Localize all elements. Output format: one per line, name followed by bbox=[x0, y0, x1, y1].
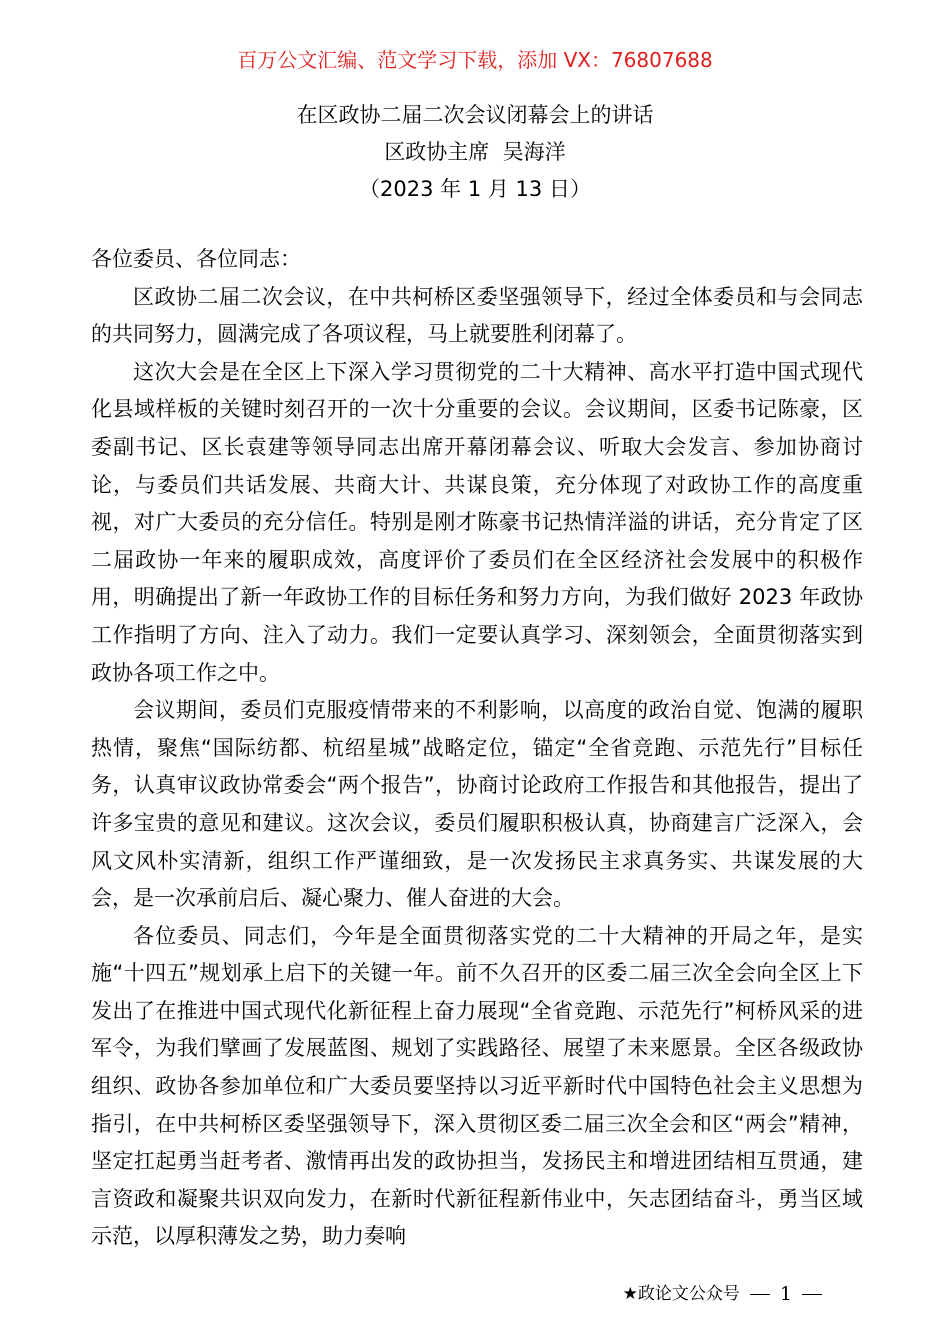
page-footer bbox=[623, 1282, 832, 1306]
paragraph-4: 各位委员、同志们，今年是全面贯彻落实党的二十大精神的开局之年，是实施“十四五”规划承上启下的关键一年。前不久召开的区委二届三次全会向全区上下发出了在推进中国式现代化新征程上奋力展现“全省竞跑、示范先行”柯桥风采的进军令，为我们擘画了发展蓝图、规划了实践路径、展望了未来愿景。全区各级政协组织、政协各参加单位和广大委员要坚持以习近平新时代中国特色社会主义思想为指引，在中共柯桥区委坚强领导下，深入贯彻区委二届三次全会和区“两会”精神，坚定扛起勇当赶考者、激情再出发的政协担当，发扬民主和增进团结相互贯通，建言资政和凝聚共识双向发力，在新时代新征程新伟业中，矢志团结奋斗，勇当区域示范，以厚积薄发之势，助力奏响 bbox=[91, 923, 863, 1249]
speaker-line: 区政协主席 吴海洋 bbox=[384, 140, 566, 164]
page-dash-left bbox=[750, 1294, 770, 1295]
speech-body bbox=[91, 241, 863, 1256]
paragraph-3: 会议期间，委员们克服疫情带来的不利影响，以高度的政治自觉、饱满的履职热情，聚焦“国际纺都、杭绍星城”战略定位，锚定“全省竞跑、示范先行”目标任务，认真审议政协常委会“两个报告”，协商讨论政府工作报告和其他报告，提出了许多宝贵的意见和建议。这次会议，委员们履职积极认真，协商建言广泛深入，会风文风朴实清新，组织工作严谨细致，是一次发扬民主求真务实、共谋发展的大会，是一次承前启后、凝心聚力、催人奋进的大会。 bbox=[91, 698, 863, 911]
salutation: 各位委员、各位同志： bbox=[91, 247, 301, 271]
footer-source: ★政论文公众号 bbox=[622, 1284, 740, 1304]
page-number: 1 bbox=[779, 1283, 792, 1305]
page-dash-right bbox=[802, 1294, 822, 1295]
speech-date: （2023 年 1 月 13 日） bbox=[359, 177, 591, 201]
paragraph-1: 区政协二届二次会议，在中共柯桥区委坚强领导下，经过全体委员和与会同志的共同努力，圆满完成了各项议程，马上就要胜利闭幕了。 bbox=[91, 284, 863, 347]
document-header bbox=[0, 97, 950, 208]
document-title: 在区政协二届二次会议闭幕会上的讲话 bbox=[296, 103, 654, 127]
paragraph-2: 这次大会是在全区上下深入学习贯彻党的二十大精神、高水平打造中国式现代化县域样板的关键时刻召开的一次十分重要的会议。会议期间，区委书记陈豪，区委副书记、区长袁建等领导同志出席开幕闭幕会议、听取大会发言、参加协商讨论，与委员们共话发展、共商大计、共谋良策，充分体现了对政协工作的高度重视，对广大委员的充分信任。特别是刚才陈豪书记热情洋溢的讲话，充分肯定了区二届政协一年来的履职成效，高度评价了委员们在全区经济社会发展中的积极作用，明确提出了新一年政协工作的目标任务和努力方向，为我们做好 2023 年政协工作指明了方向、注入了动力。我们一定要认真学习、深刻领会，全面贯彻落实到政协各项工作之中。 bbox=[91, 359, 863, 685]
watermark-banner: 百万公文汇编、范文学习下载，添加 VX：76807688 bbox=[237, 48, 713, 72]
